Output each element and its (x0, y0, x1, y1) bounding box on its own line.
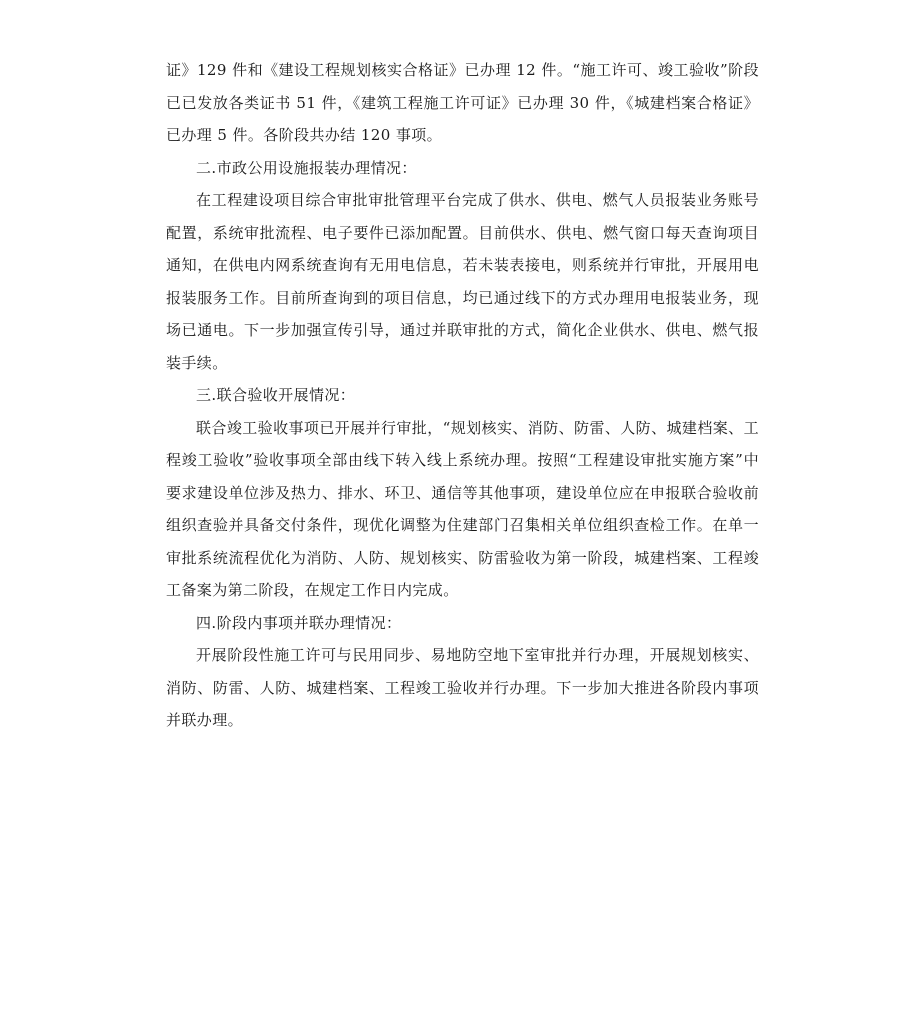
paragraph-joint-acceptance: 联合竣工验收事项已开展并行审批，“规划核实、消防、防雷、人防、城建档案、工程竣工验收”验收事项全部由线下转入线上系统办理。按照“工程建设审批实施方案”中要求建设单位涉及热力、排水、环卫、通信等其他事项，建设单位应在申报联合验收前组织查验并具备交付条件，现优化调整为住建部门召集相关单位组织查检工作。在单一审批系统流程优化为消防、人防、规划核实、防雷验收为第一阶段，城建档案、工程竣工备案为第二阶段，在规定工作日内完成。 (166, 418, 759, 599)
heading-parallel-processing: 四.阶段内事项并联办理情况： (196, 613, 402, 632)
heading-municipal-utilities: 二.市政公用设施报装办理情况： (196, 158, 417, 177)
document-body (166, 54, 759, 737)
heading-joint-acceptance: 三.联合验收开展情况： (196, 386, 356, 404)
paragraph-parallel-processing: 开展阶段性施工许可与民用同步、易地防空地下室审批并行办理，开展规划核实、消防、防雷、人防、城建档案、工程竣工验收并行办理。下一步加大推进各阶段内事项并联办理。 (166, 646, 759, 729)
paragraph-certificates-summary: 证》129 件和《建设工程规划核实合格证》已办理 12 件。“施工许可、竣工验收”阶段已已发放各类证书 51 件，《建筑工程施工许可证》已办理 30 件，《城建档案合格证》已办理 5 件。各阶段共办结 120 事项。 (166, 61, 759, 144)
paragraph-municipal-utilities: 在工程建设项目综合审批审批管理平台完成了供水、供电、燃气人员报装业务账号配置，系统审批流程、电子要件已添加配置。目前供水、供电、燃气窗口每天查询项目通知，在供电内网系统查询有无用电信息，若未装表接电，则系统并行审批，开展用电报装服务工作。目前所查询到的项目信息，均已通过线下的方式办理用电报装业务，现场已通电。下一步加强宣传引导，通过并联审批的方式，简化企业供水、供电、燃气报装手续。 (166, 191, 759, 372)
